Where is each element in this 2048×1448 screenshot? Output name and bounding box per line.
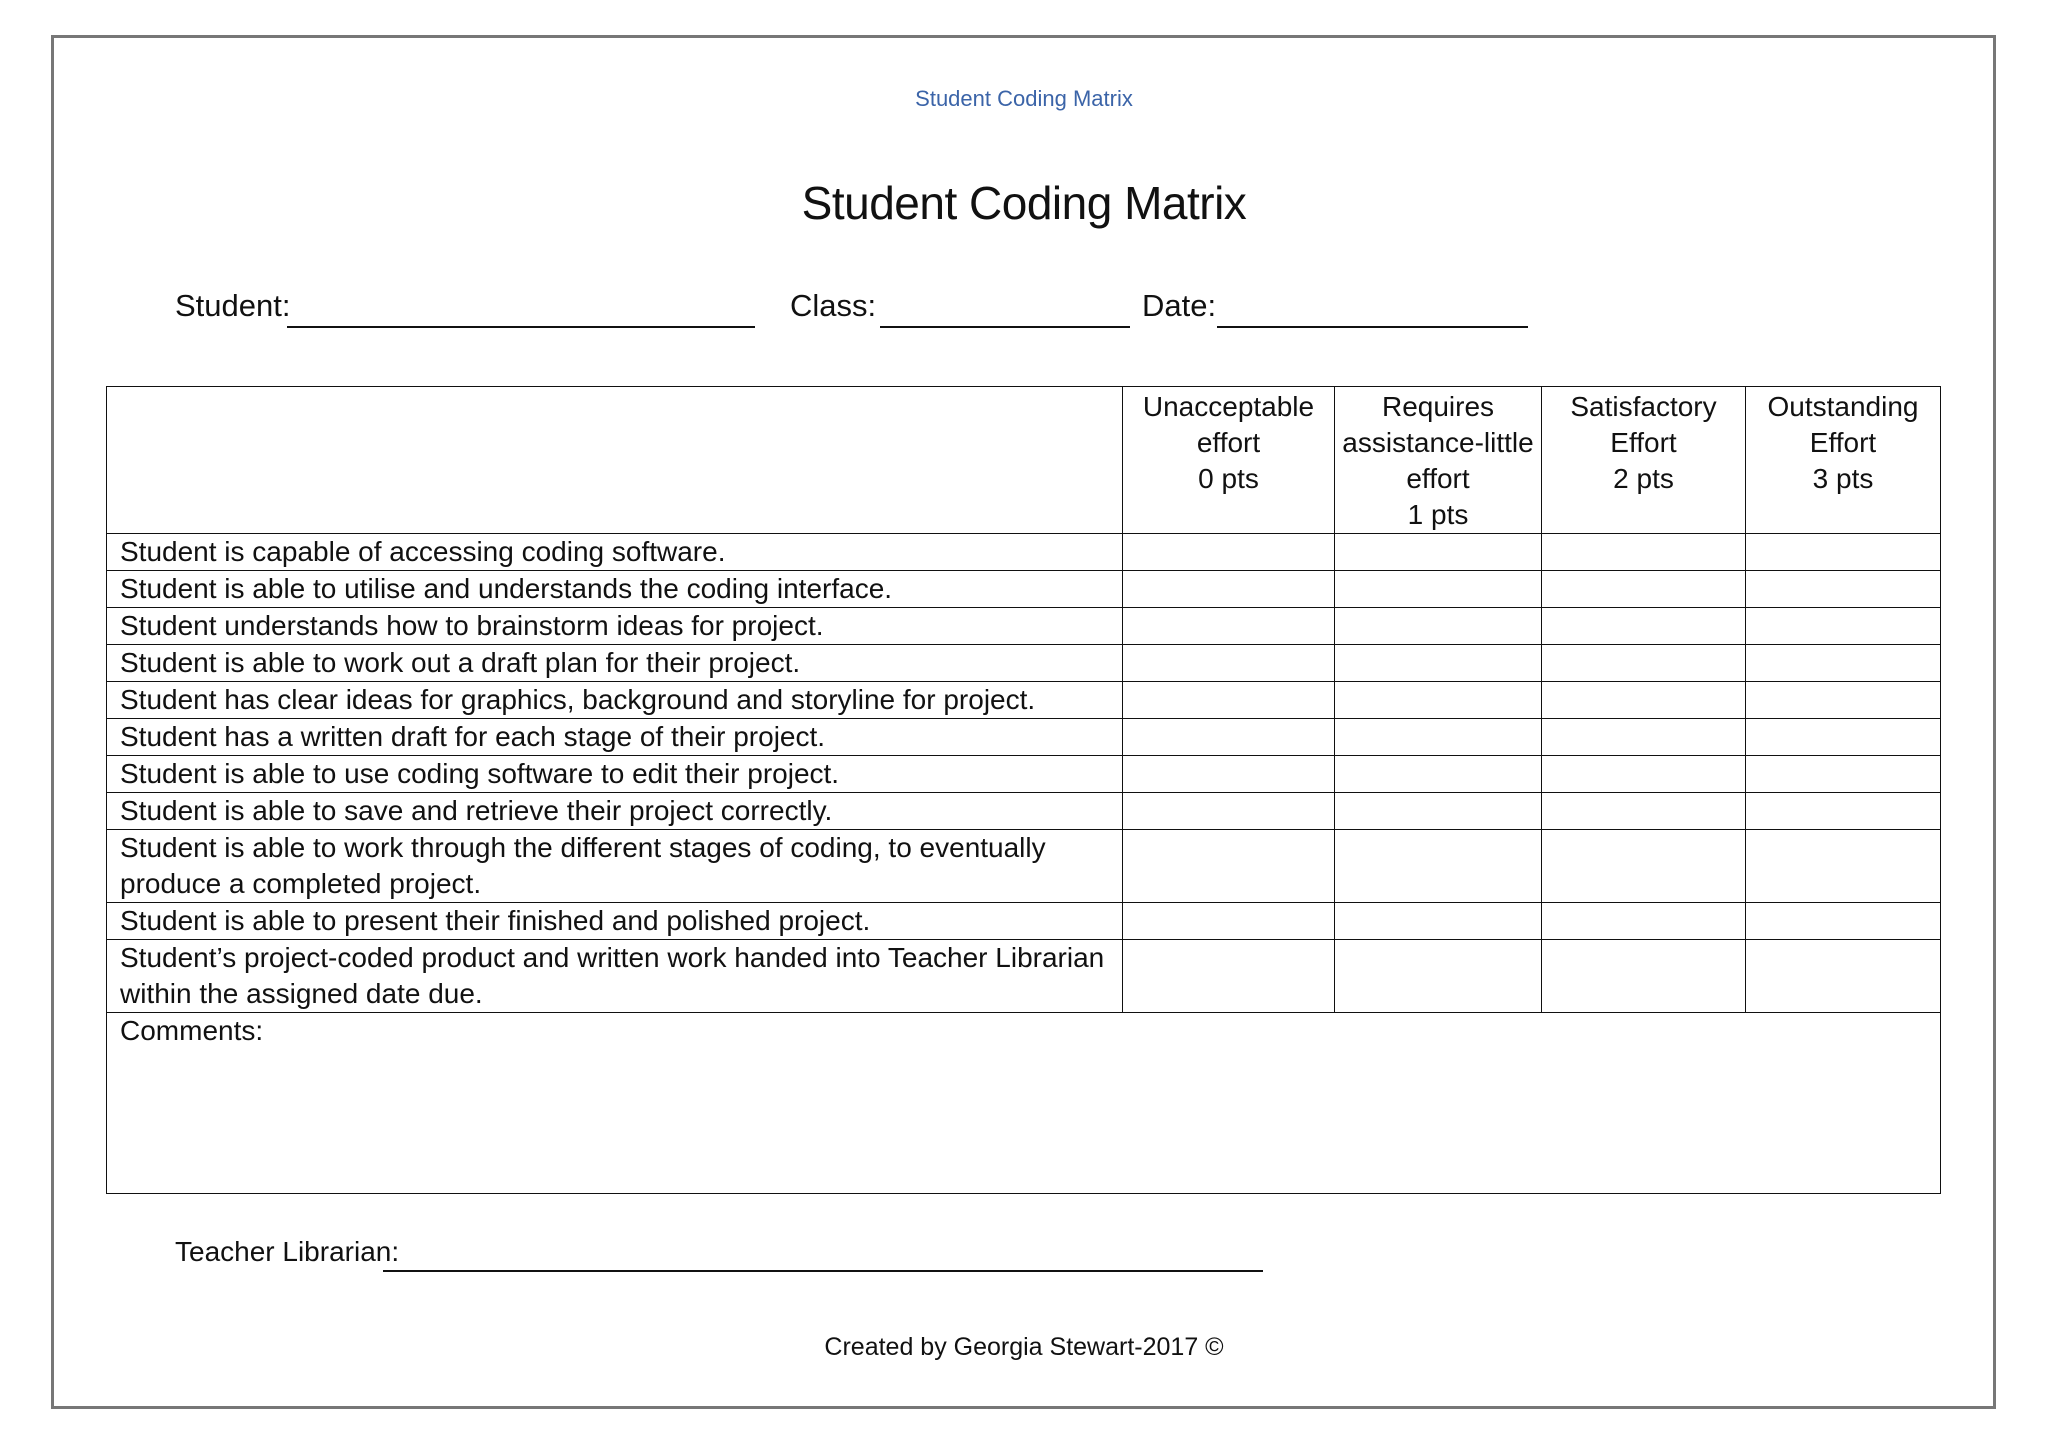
score-cell-0[interactable]: [1123, 756, 1335, 793]
date-label: Date:: [1142, 288, 1217, 323]
criteria-header-cell: [107, 387, 1123, 534]
score-cell-1[interactable]: [1335, 645, 1542, 682]
criterion-cell: Student is able to save and retrieve their project correctly.: [107, 793, 1123, 830]
table-row: [107, 534, 1941, 571]
criterion-cell: Student is capable of accessing coding software.: [107, 534, 1123, 571]
score-cell-1[interactable]: [1335, 903, 1542, 940]
score-cell-2[interactable]: [1542, 756, 1746, 793]
criterion-cell: Student has a written draft for each stage of their project.: [107, 719, 1123, 756]
table-row: [107, 830, 1941, 903]
class-field[interactable]: [790, 288, 876, 324]
score-cell-0[interactable]: [1123, 608, 1335, 645]
score-cell-1[interactable]: [1335, 756, 1542, 793]
score-cell-0[interactable]: [1123, 719, 1335, 756]
comments-label: Comments:: [120, 1015, 264, 1046]
score-cell-1[interactable]: [1335, 534, 1542, 571]
column-header-requires-assistance: Requires assistance-little effort 1 pts: [1335, 387, 1542, 534]
score-cell-3[interactable]: [1746, 756, 1941, 793]
score-cell-0[interactable]: [1123, 940, 1335, 1013]
criterion-cell: Student is able to work out a draft plan for their project.: [107, 645, 1123, 682]
teacher-librarian-field[interactable]: [175, 1236, 399, 1268]
score-cell-2[interactable]: [1542, 645, 1746, 682]
score-cell-2[interactable]: [1542, 608, 1746, 645]
table-row: [107, 682, 1941, 719]
score-cell-3[interactable]: [1746, 682, 1941, 719]
criterion-cell: Student’s project-coded product and written work handed into Teacher Librarian within the assigned date due.: [107, 940, 1123, 1013]
table-row: [107, 940, 1941, 1013]
teacher-librarian-label: Teacher Librarian:: [175, 1236, 400, 1267]
score-cell-3[interactable]: [1746, 793, 1941, 830]
score-cell-1[interactable]: [1335, 793, 1542, 830]
score-cell-2[interactable]: [1542, 940, 1746, 1013]
score-cell-0[interactable]: [1123, 903, 1335, 940]
score-cell-2[interactable]: [1542, 830, 1746, 903]
comments-row: [107, 1013, 1941, 1194]
student-blank-line: [287, 326, 755, 328]
criterion-cell: Student has clear ideas for graphics, background and storyline for project.: [107, 682, 1123, 719]
comments-cell[interactable]: [107, 1013, 1941, 1194]
score-cell-2[interactable]: [1542, 682, 1746, 719]
score-cell-1[interactable]: [1335, 608, 1542, 645]
score-cell-3[interactable]: [1746, 571, 1941, 608]
score-cell-2[interactable]: [1542, 719, 1746, 756]
score-cell-3[interactable]: [1746, 719, 1941, 756]
score-cell-0[interactable]: [1123, 793, 1335, 830]
page-title: Student Coding Matrix: [801, 177, 1247, 229]
score-cell-2[interactable]: [1542, 571, 1746, 608]
score-cell-0[interactable]: [1123, 571, 1335, 608]
score-cell-3[interactable]: [1746, 645, 1941, 682]
score-cell-3[interactable]: [1746, 830, 1941, 903]
class-label: Class:: [790, 288, 877, 323]
score-cell-1[interactable]: [1335, 830, 1542, 903]
score-cell-3[interactable]: [1746, 940, 1941, 1013]
score-cell-0[interactable]: [1123, 830, 1335, 903]
table-row: [107, 608, 1941, 645]
table-header-row: [107, 387, 1941, 534]
table-row: [107, 756, 1941, 793]
criterion-cell: Student is able to present their finished and polished project.: [107, 903, 1123, 940]
criterion-cell: Student is able to use coding software to edit their project.: [107, 756, 1123, 793]
score-cell-3[interactable]: [1746, 903, 1941, 940]
score-cell-2[interactable]: [1542, 793, 1746, 830]
score-cell-0[interactable]: [1123, 645, 1335, 682]
score-cell-0[interactable]: [1123, 534, 1335, 571]
column-header-satisfactory: Satisfactory Effort 2 pts: [1542, 387, 1746, 534]
criterion-cell: Student understands how to brainstorm ideas for project.: [107, 608, 1123, 645]
date-field[interactable]: [1142, 288, 1216, 324]
criterion-cell: Student is able to work through the different stages of coding, to eventually produce a completed project.: [107, 830, 1123, 903]
score-cell-1[interactable]: [1335, 571, 1542, 608]
table-row: [107, 571, 1941, 608]
score-cell-2[interactable]: [1542, 903, 1746, 940]
teacher-librarian-blank-line: [383, 1270, 1263, 1272]
score-cell-2[interactable]: [1542, 534, 1746, 571]
score-cell-3[interactable]: [1746, 534, 1941, 571]
score-cell-1[interactable]: [1335, 682, 1542, 719]
class-blank-line: [880, 326, 1130, 328]
student-label: Student:: [175, 288, 291, 323]
footer-credit: Created by Georgia Stewart-2017 ©: [824, 1333, 1224, 1361]
score-cell-1[interactable]: [1335, 719, 1542, 756]
criterion-cell: Student is able to utilise and understands the coding interface.: [107, 571, 1123, 608]
table-row: [107, 793, 1941, 830]
date-blank-line: [1217, 326, 1528, 328]
table-row: [107, 645, 1941, 682]
score-cell-1[interactable]: [1335, 940, 1542, 1013]
score-cell-0[interactable]: [1123, 682, 1335, 719]
column-header-unacceptable: Unacceptable effort 0 pts: [1123, 387, 1335, 534]
score-cell-3[interactable]: [1746, 608, 1941, 645]
student-field[interactable]: [175, 288, 290, 324]
column-header-outstanding: Outstanding Effort 3 pts: [1746, 387, 1941, 534]
coding-matrix-table: [106, 386, 1941, 1194]
table-row: [107, 903, 1941, 940]
table-row: [107, 719, 1941, 756]
page-header-text: Student Coding Matrix: [915, 86, 1133, 111]
